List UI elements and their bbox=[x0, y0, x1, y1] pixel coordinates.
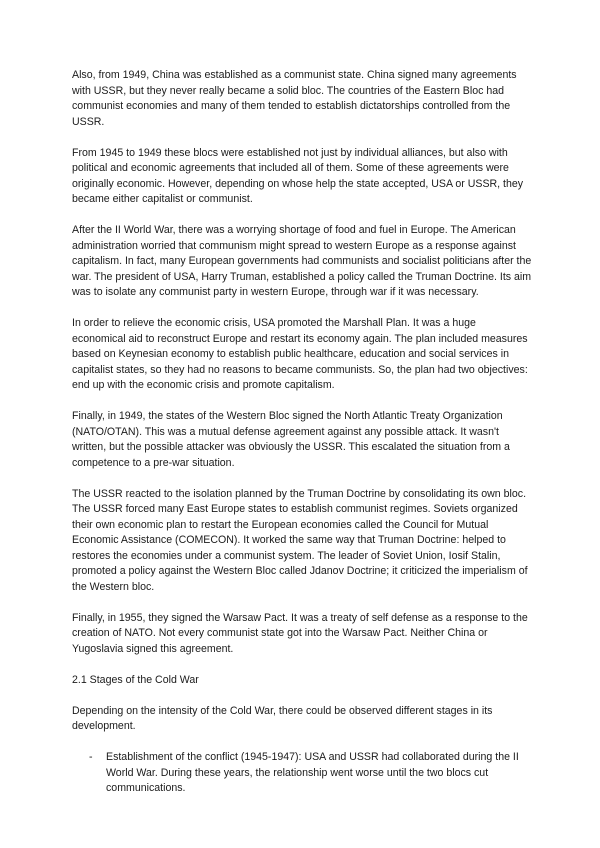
stages-list bbox=[72, 750, 532, 797]
section-heading: 2.1 Stages of the Cold War bbox=[72, 673, 199, 686]
paragraph-china-communist: Also, from 1949, China was established as a communist state. China signed many agreements with USSR, but they never really became a solid bloc. The countries of the Eastern Bloc had communist economies and many of them tended to establish dictatorships controlled from the USSR. bbox=[72, 69, 517, 128]
paragraph-warsaw-pact: Finally, in 1955, they signed the Warsaw Pact. It was a treaty of self defense as a response to the creation of NATO. Not every communist state got into the Warsaw Pact. Neither China or Yugoslavia signed this agreement. bbox=[72, 611, 528, 655]
paragraph-nato: Finally, in 1949, the states of the Western Bloc signed the North Atlantic Treaty Organization (NATO/OTAN). This was a mutual defense agreement against any possible attack. It wasn't written, but the possible attacker was obviously the USSR. This escalated the situation from a competence to a pre-war situation. bbox=[72, 410, 510, 469]
paragraph-marshall-plan: In order to relieve the economic crisis, USA promoted the Marshall Plan. It was a huge economical aid to reconstruct Europe and restart its economy again. The plan included measures based on Keynesian economy to establish public healthcare, education and social services in capitalist states, so they had no reasons to became communists. So, the plan had two objectives: end up with the economic crisis and promote capitalism. bbox=[72, 317, 528, 391]
paragraph-truman-doctrine: After the II World War, there was a worrying shortage of food and fuel in Europe. The American administration worried that communism might spread to western Europe as a response against capitalism. In fact, many European governments had communists and socialist politicians after the war. The president of USA, Harry Truman, established a policy called the Truman Doctrine. Its aim was to isolate any communist party in western Europe, through war if it was necessary. bbox=[72, 224, 532, 298]
paragraph-comecon: The USSR reacted to the isolation planned by the Truman Doctrine by consolidating its own bloc. The USSR forced many East Europe states to establish communist regimes. Soviets organized their own economic plan to restart the European economies called the Council for Mutual Economic Assistance (COMECON). It worked the same way that Truman Doctrine: helped to restores the economies under a communist system. The leader of Soviet Union, Iosif Stalin, promoted a policy against the Western Bloc called Jdanov Doctrine; it criticized the imperialism of the Western bloc. bbox=[72, 487, 528, 593]
dash-bullet-marker: - bbox=[89, 751, 93, 763]
list-item-text: Establishment of the conflict (1945-1947): USA and USSR had collaborated during the II World War. During these years, the relationship went worse until the two blocs cut communications. bbox=[106, 751, 519, 794]
list-item bbox=[72, 750, 532, 797]
paragraph-stages-intro: Depending on the intensity of the Cold War, there could be observed different stages in its development. bbox=[72, 704, 493, 732]
document-page bbox=[72, 68, 532, 797]
paragraph-bloc-agreements: From 1945 to 1949 these blocs were established not just by individual alliances, but also with political and economic agreements that included all of them. Some of these agreements were originally economic. However, depending on whose help the state accepted, USA or USSR, they became either capitalist or communist. bbox=[72, 146, 524, 205]
